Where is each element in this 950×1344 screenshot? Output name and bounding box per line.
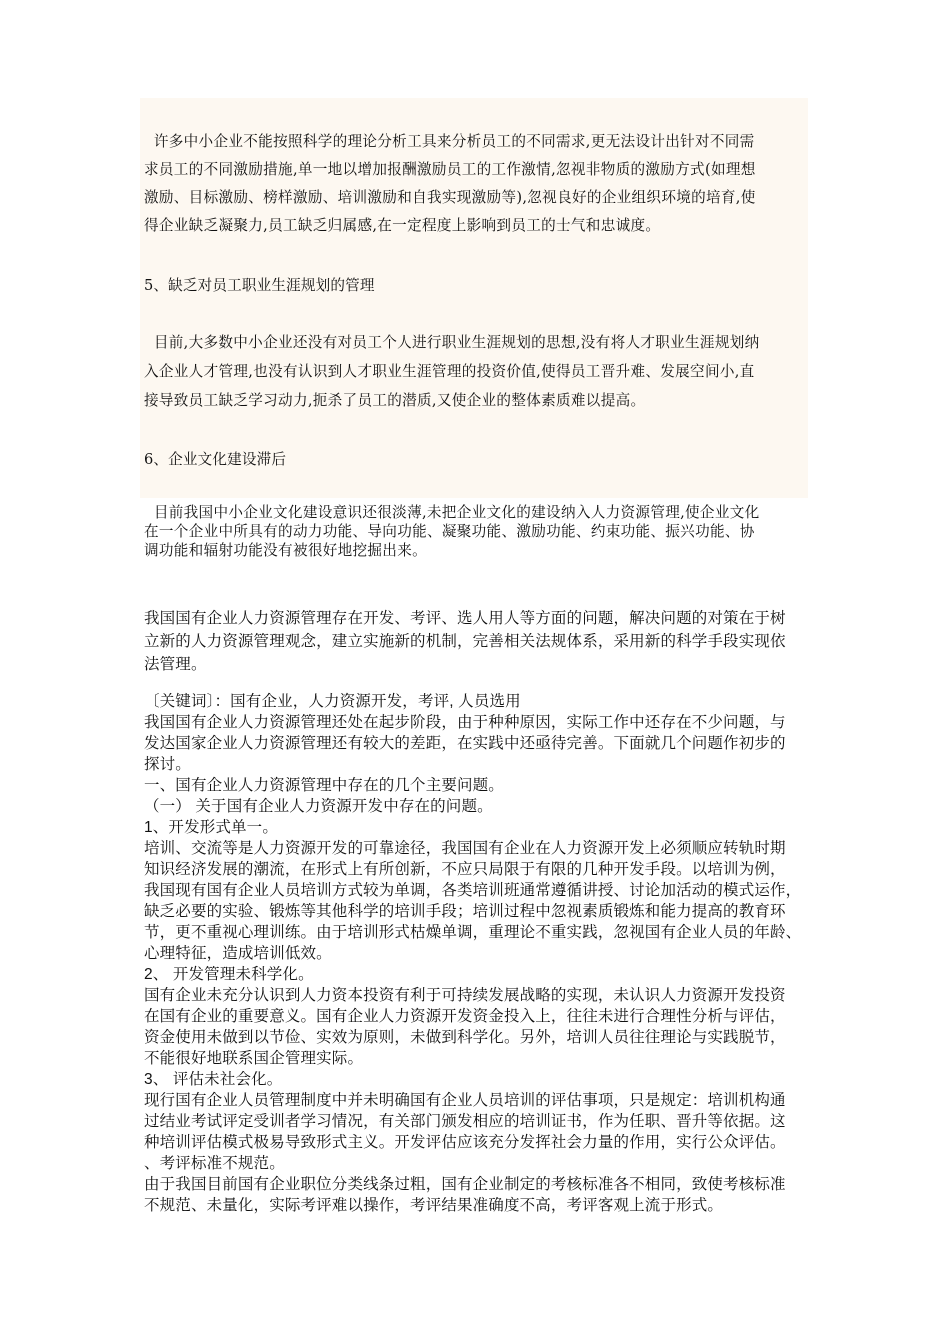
text-line: 在一个企业中所具有的动力功能、导向功能、凝聚功能、激励功能、约束功能、振兴功能、协 xyxy=(144,523,755,540)
text-line: 资金使用未做到以节俭、实效为原则，未做到科学化。另外，培训人员往往理论与实践脱节， xyxy=(144,1029,786,1046)
text-line: 探讨。 xyxy=(144,756,191,773)
text-line: 知识经济发展的潮流，在形式上有所创新，不应只局限于有限的几种开发手段。以培训为例， xyxy=(144,861,786,878)
text-line: 许多中小企业不能按照科学的理论分析工具来分析员工的不同需求,更无法设计出针对不同需 xyxy=(144,133,755,150)
item-heading: 1、开发形式单一。 xyxy=(144,819,278,836)
text-line: 我国国有企业人力资源管理存在开发、考评、选人用人等方面的问题，解决问题的对策在于树 xyxy=(144,610,786,627)
text-line: 立新的人力资源管理观念，建立实施新的机制，完善相关法规体系，采用新的科学手段实现依 xyxy=(144,633,786,650)
keywords: 〔关键词〕：国有企业，人力资源开发，考评, 人员选用 xyxy=(144,693,521,710)
subsection-heading: （一） 关于国有企业人力资源开发中存在的问题。 xyxy=(144,798,493,815)
text-line: 由于我国目前国有企业职位分类线条过粗，国有企业制定的考核标准各不相同，致使考核标准 xyxy=(144,1176,786,1193)
text-line: 目前,大多数中小企业还没有对员工个人进行职业生涯规划的思想,没有将人才职业生涯规划纳 xyxy=(144,334,760,351)
item-heading: 3、 评估未社会化。 xyxy=(144,1071,283,1088)
text-line: 过结业考试评定受训者学习情况，有关部门颁发相应的培训证书，作为任职、晋升等依据。这 xyxy=(144,1113,786,1130)
text-line: 心理特征，造成培训低效。 xyxy=(144,945,332,962)
text-line: 激励、目标激励、榜样激励、培训激励和自我实现激励等),忽视良好的企业组织环境的培育,使 xyxy=(144,189,756,206)
text-line: 我国国有企业人力资源管理还处在起步阶段，由于种种原因，实际工作中还存在不少问题，与 xyxy=(144,714,786,731)
text-line: 种培训评估模式极易导致形式主义。开发评估应该充分发挥社会力量的作用，实行公众评估。 xyxy=(144,1134,786,1151)
text-line: 我国现有国有企业人员培训方式较为单调，各类培训班通常遵循讲授、讨论加活动的模式运作， xyxy=(144,882,802,899)
text-line: 发达国家企业人力资源管理还有较大的差距，在实践中还亟待完善。下面就几个问题作初步的 xyxy=(144,735,786,752)
text-line: 培训、交流等是人力资源开发的可靠途径，我国国有企业在人力资源开发上必须顺应转轨时期 xyxy=(144,840,786,857)
text-line: 不规范、未量化，实际考评难以操作，考评结果准确度不高，考评客观上流于形式。 xyxy=(144,1197,724,1214)
item-heading: 、考评标准不规范。 xyxy=(144,1155,285,1172)
heading-corporate-culture: 6、企业文化建设滞后 xyxy=(144,451,287,468)
text-line: 在国有企业的重要意义。国有企业人力资源开发资金投入上，往往未进行合理性分析与评估， xyxy=(144,1008,786,1025)
item-heading: 2、 开发管理未科学化。 xyxy=(144,966,314,983)
text-line: 节，更不重视心理训练。由于培训形式枯燥单调，重理论不重实践，忽视国有企业人员的年龄、 xyxy=(144,924,802,941)
text-line: 缺乏必要的实验、锻炼等其他科学的培训手段；培训过程中忽视素质锻炼和能力提高的教育环 xyxy=(144,903,786,920)
text-line: 接导致员工缺乏学习动力,扼杀了员工的潜质,又使企业的整体素质难以提高。 xyxy=(144,392,646,409)
text-line: 目前我国中小企业文化建设意识还很淡薄,未把企业文化的建设纳入人力资源管理,使企业文化 xyxy=(144,504,760,521)
text-line: 国有企业未充分认识到人力资本投资有利于可持续发展战略的实现，未认识人力资源开发投资 xyxy=(144,987,786,1004)
text-line: 法管理。 xyxy=(144,656,207,673)
text-line: 现行国有企业人员管理制度中并未明确国有企业人员培训的评估事项，只是规定：培训机构通 xyxy=(144,1092,786,1109)
text-line: 不能很好地联系国企管理实际。 xyxy=(144,1050,364,1067)
text-line: 得企业缺乏凝聚力,员工缺乏归属感,在一定程度上影响到员工的士气和忠诚度。 xyxy=(144,217,661,234)
section-heading: 一、国有企业人力资源管理中存在的几个主要问题。 xyxy=(144,777,504,794)
text-line: 调功能和辐射功能没有被很好地挖掘出来。 xyxy=(144,542,427,559)
text-line: 求员工的不同激励措施,单一地以增加报酬激励员工的工作激情,忽视非物质的激励方式(如理想 xyxy=(144,161,756,178)
heading-career-planning: 5、缺乏对员工职业生涯规划的管理 xyxy=(144,277,375,294)
text-line: 入企业人才管理,也没有认识到人才职业生涯管理的投资价值,使得员工晋升难、发展空间小,直 xyxy=(144,363,755,380)
